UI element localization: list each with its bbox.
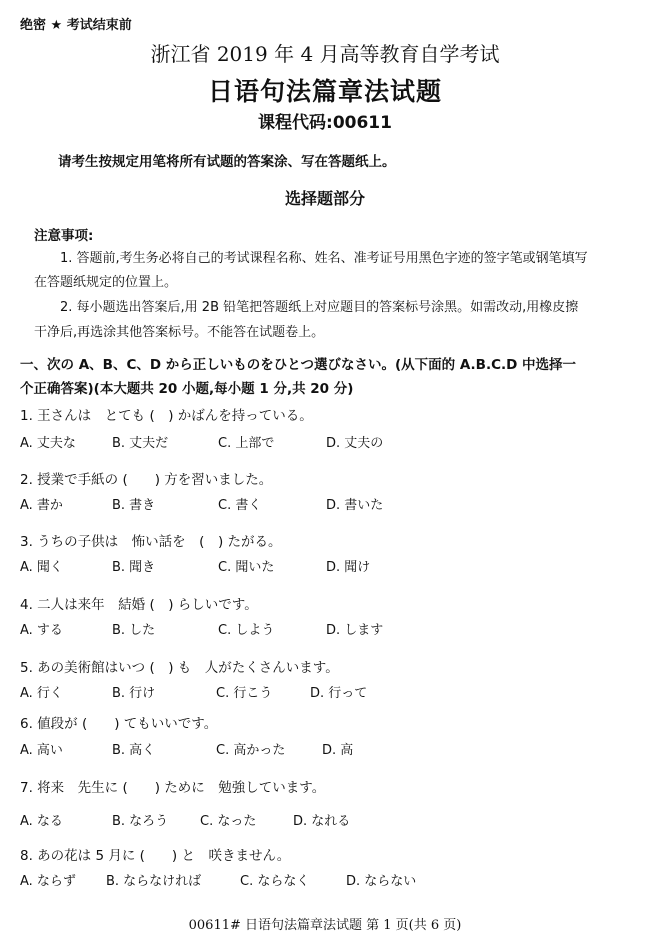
q4-option-c: C. しよう <box>218 623 275 638</box>
note-2-line-1: 2. 每小题选出答案后,用 2B 铅笔把答题纸上对应题目的答案标号涂黑。如需改动,用橡皮擦 <box>60 300 579 315</box>
course-code: 课程代码:00611 <box>258 113 392 133</box>
q5-option-a: A. 行く <box>20 686 63 701</box>
note-2-line-2: 干净后,再选涂其他答案标号。不能答在试题卷上。 <box>34 325 325 340</box>
q4-option-b: B. した <box>112 623 156 638</box>
part-heading-line-2: 个正确答案)(本大题共 20 小题,每小题 1 分,共 20 分) <box>20 381 354 397</box>
notes-heading: 注意事项: <box>34 228 94 244</box>
q7-option-b: B. なろう <box>112 814 169 829</box>
q8-option-c: C. ならなく <box>240 874 310 889</box>
section-title: 选择题部分 <box>284 189 365 208</box>
answer-instruction: 请考生按规定用笔将所有试题的答案涂、写在答题纸上。 <box>58 154 396 170</box>
q2-option-b: B. 書き <box>112 498 156 513</box>
q7-option-d: D. なれる <box>293 814 351 829</box>
q2-option-d: D. 書いた <box>326 498 384 513</box>
q2-option-c: C. 書く <box>218 498 262 513</box>
q8-option-a: A. ならず <box>20 874 76 889</box>
q3-option-b: B. 聞き <box>112 560 156 575</box>
q1-option-d: D. 丈夫の <box>326 436 384 451</box>
question-1: 1. 王さんは とても ( ) かばんを持っている。 <box>20 408 313 424</box>
question-8: 8. あの花は 5 月に ( ) と 咲きません。 <box>20 848 291 864</box>
question-2: 2. 授業で手紙の ( ) 方を習いました。 <box>20 472 273 488</box>
q1-option-a: A. 丈夫な <box>20 436 76 451</box>
q6-option-d: D. 高 <box>322 743 354 758</box>
secret-label: 绝密 ★ 考试结束前 <box>20 18 132 33</box>
q7-option-c: C. なった <box>200 814 257 829</box>
question-6: 6. 値段が ( ) てもいいです。 <box>20 716 218 732</box>
q5-option-b: B. 行け <box>112 686 156 701</box>
q7-option-a: A. なる <box>20 814 63 829</box>
question-5: 5. あの美術館はいつ ( ) も 人がたくさんいます。 <box>20 660 339 676</box>
exam-title: 浙江省 2019 年 4 月高等教育自学考试 <box>150 42 500 66</box>
q5-option-c: C. 行こう <box>216 686 273 701</box>
q3-option-a: A. 聞く <box>20 560 63 575</box>
q5-option-d: D. 行って <box>310 686 368 701</box>
part-heading-line-1: 一、次の A、B、C、D から正しいものをひとつ選びなさい。(从下面的 A.B.C.D 中选择一 <box>20 357 577 373</box>
subject-title: 日语句法篇章法试题 <box>207 77 442 106</box>
q8-option-b: B. ならなければ <box>106 874 202 889</box>
q6-option-b: B. 高く <box>112 743 156 758</box>
q2-option-a: A. 書か <box>20 498 63 513</box>
q4-option-d: D. します <box>326 623 384 638</box>
q1-option-b: B. 丈夫だ <box>112 436 169 451</box>
q6-option-c: C. 高かった <box>216 743 286 758</box>
q4-option-a: A. する <box>20 623 63 638</box>
q3-option-d: D. 聞け <box>326 560 371 575</box>
question-4: 4. 二人は来年 結婚 ( ) らしいです。 <box>20 597 258 613</box>
question-7: 7. 将来 先生に ( ) ために 勉強しています。 <box>20 780 326 796</box>
q1-option-c: C. 上部で <box>218 436 275 451</box>
question-3: 3. うちの子供は 怖い話を ( ) たがる。 <box>20 534 282 550</box>
q6-option-a: A. 高い <box>20 743 63 758</box>
q8-option-d: D. ならない <box>346 874 417 889</box>
q3-option-c: C. 聞いた <box>218 560 275 575</box>
page-footer: 00611# 日语句法篇章法试题 第 1 页(共 6 页) <box>188 918 462 933</box>
note-1-line-1: 1. 答题前,考生务必将自己的考试课程名称、姓名、准考证号用黑色字迹的签字笔或钢笔填写 <box>60 251 588 266</box>
note-1-line-2: 在答题纸规定的位置上。 <box>34 275 178 290</box>
